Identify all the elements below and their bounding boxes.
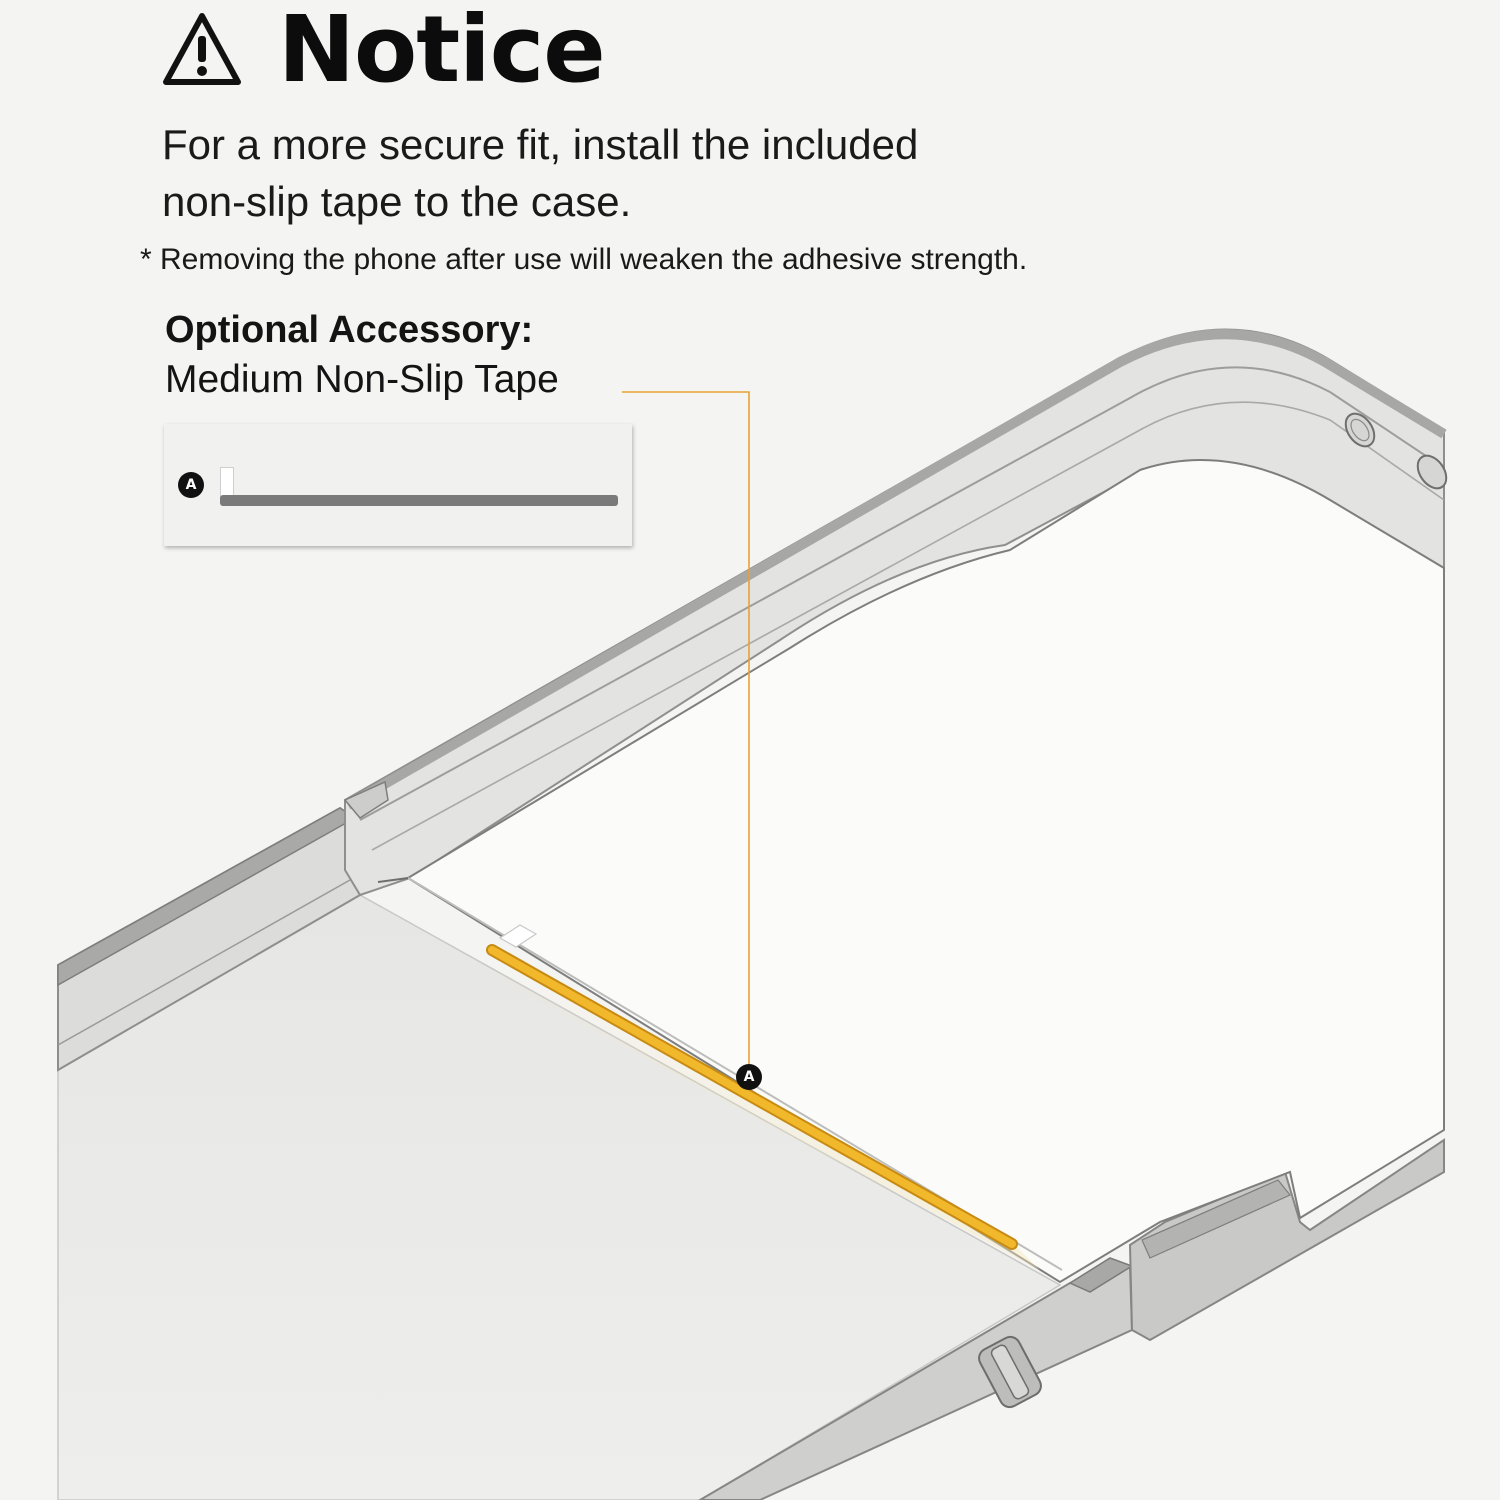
accessory-name: Medium Non-Slip Tape	[165, 358, 559, 401]
adhesive-footnote: * Removing the phone after use will weaken the adhesive strength.	[140, 243, 1028, 276]
accessory-title: Optional Accessory:	[165, 309, 534, 351]
notice-message-line-2: non-slip tape to the case.	[162, 178, 632, 225]
tape-strip	[220, 495, 618, 506]
accessory-marker-badge: A	[178, 472, 204, 498]
accessory-card	[164, 424, 632, 546]
notice-message-line-1: For a more secure fit, install the included	[162, 121, 919, 168]
notice-title: Notice	[278, 0, 605, 103]
diagram-marker-badge: A	[736, 1064, 762, 1090]
tape-tab	[220, 467, 234, 497]
